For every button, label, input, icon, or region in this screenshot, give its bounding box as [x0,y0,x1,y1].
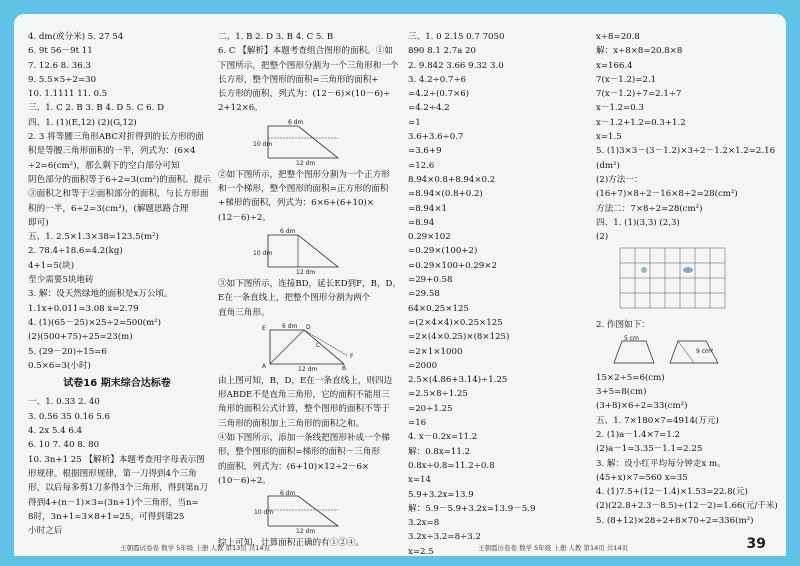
text-line: 角形的面积公式计算，整个图形的面积不等于 [218,404,390,415]
text-line: 5. (8+12)×28÷2+8×70÷2=336(m²) [596,515,754,526]
text-line: x=14 [408,475,431,486]
coordinate-grid [596,246,776,316]
text-line: 积是等腰三角形面积的一半，列式为：(6×4 [28,146,196,157]
text-line: (2)a－1=3.35－1.1=2.25 [596,444,703,455]
text-line: 3+5=8(cm) [596,387,647,398]
text-line: =3.6+9 [408,146,442,157]
svg-text:5 cm: 5 cm [624,334,639,342]
text-line: 3. 0.56 35 0.16 5.6 [28,411,110,422]
text-line: ④如下图所示，添加一条线把图形补成一个梯 [218,433,390,444]
text-line: 2. 9.842 3.66 9.32 3.0 [408,60,504,71]
text-line: 即可) [28,217,49,228]
svg-text:12 dm: 12 dm [296,159,316,167]
text-line: =0.29×100+0.29×2 [408,260,497,271]
text-line: =29.58 [408,289,440,300]
text-line: 阴色部分的面积等于6÷2=3(cm²)的面积。提示 [28,174,211,185]
svg-text:6 dm: 6 dm [288,118,304,126]
text-line: ②如下图所示，把整个图形分割为一个正方形 [218,169,390,180]
text-line: (45+x)×7=560 x=35 [596,472,688,483]
text-line: 形，整个图形的面积=梯形的面积－三角形 [218,447,380,458]
text-line: 小时之后 [28,526,63,537]
text-line: 三、1. 0 2.15 0.7 7050 [408,32,505,42]
text-line: ③面积之和等于②面积部分的面积，与长方形面 [28,189,209,200]
page-number: 39 [746,536,766,552]
text-line: 4. x－0.2x=11.2 [408,432,478,443]
text-line: 4. (1)(65－25)×25÷2=500(m²) [28,317,161,328]
text-line: 解：0.8x=11.2 [408,446,471,457]
right-border [786,0,800,566]
text-line: 4. 2x 5.4 6.4 [28,426,83,437]
text-line: (2)(500+75)÷25=23(m) [28,332,133,343]
text-line: 0.29×102 [408,232,451,243]
text-line: 7. 12.6 8. 36.3 [28,60,91,71]
text-line: E在一条直线上，把整个图形分割为两个 [218,293,371,304]
text-line: 4. dm(或分米) 5. 27 54 [28,32,124,42]
text-line: 四、1. (1)(3,3) (2,3) [596,217,680,228]
svg-text:10 dm: 10 dm [254,509,274,517]
text-line: 7(x－1.2)÷7=2.1÷7 [596,89,682,100]
text-line: 五、1. 7×180×7=4914(万元) [596,415,719,426]
column-2 [218,30,402,551]
svg-text:D: D [306,323,311,331]
text-line: 5. (1)3×3－(3－1.2)×3÷2－1.2×1.2=2.16 [596,146,776,157]
text-line: =2×1×1000 [408,346,463,357]
text-line: 形ABDE不是直角三角形，它的面积不能用三 [218,390,390,401]
svg-text:C: C [316,341,321,349]
text-line: 6. 9t 56－9t 11 [28,46,93,57]
text-line: 2. (1)a－1.4×7=1.2 [596,429,681,440]
text-line: =8.94×1 [408,203,448,214]
text-line: 直角三角形。 [218,307,270,318]
text-line: x=166.4 [596,60,633,71]
text-line: 3.6+3.6÷0.7 [408,132,464,143]
figure-2 [218,227,396,275]
text-line: x=2.5 [408,546,434,557]
text-line: =8.94×(0.8+0.2) [408,189,483,200]
svg-text:12 dm: 12 dm [296,528,316,536]
text-line: (2)(22.8+2.3－8.5)÷(12－2)=1.66(元/千米) [596,501,778,512]
text-line: 四、1. (1)(E,12) (2)(G,12) [28,117,137,128]
text-line: =2×(4×0.25)×(8×125) [408,332,510,343]
text-line: 三、1. C 2. B 3. B 4. D 5. C 6. D [28,103,164,114]
text-line: 0.8x÷0.8=11.2÷0.8 [408,460,495,471]
text-line: x÷8=20.8 [596,32,640,42]
text-line: 4. (1)7.5+(12－1.4)×1.53=22.8(元) [596,487,748,498]
text-line: 解：x÷8×8=20.8×8 [596,46,683,57]
text-line: =2000 [408,360,438,371]
text-line: 2. 78.4÷18.6=4.2(kg) [28,246,123,257]
text-line: 4+1=5(块) [28,260,75,271]
svg-text:B: B [342,364,347,372]
bottom-border [0,556,800,566]
text-line: 3. 解：设小红平均每分钟走x m。 [596,458,726,469]
text-line: 9. 5.5×5÷2=30 [28,74,97,85]
text-line: 890 8.1 2.7a 20 [408,46,476,57]
text-line: 7(x－1.2)=2.1 [596,74,657,85]
figure-3 [218,322,396,372]
svg-text:9 cm²: 9 cm² [696,347,714,355]
text-line: (10－6)÷2。 [218,475,271,486]
footer-left: 王朝霞试卷卷 数学 5年级 上册 人教 第13页 共14页 [120,544,271,552]
text-line: =20÷1.25 [408,403,453,414]
column-3 [408,30,578,559]
text-line: =8.94 [408,217,435,228]
text-line: 三角形的面积加上三角形的面积之和。 [218,418,365,429]
text-line: 6. 10 7. 40 8. 80 [28,440,100,451]
text-line: +梯形的面积，列式为：6×6+(6+10)× [218,198,374,209]
text-line: 5. (29－20)÷15=6 [28,346,107,357]
text-line: (12－6)÷2。 [218,212,271,223]
text-line: =29+0.58 [408,275,453,286]
grid-label: (2) [596,232,609,243]
svg-text:6 dm: 6 dm [282,322,298,330]
text-line: x－1.2=0.3 [596,103,644,114]
text-line: 和一个梯形，整个图形的面积=正方形的面积 [218,184,389,195]
left-border [0,0,14,566]
svg-text:10 dm: 10 dm [253,249,273,257]
text-line: =(2×4×4)×0.25×125 [408,317,503,328]
text-line: 1.1x+0.011=3.08 x=2.79 [28,303,139,314]
column-1 [28,30,211,538]
top-border [0,0,800,26]
text-line: ③如下图所示，连接BD，延长ED到F，B，D， [218,278,402,289]
text-line: =1 [408,117,421,128]
text-line: 10. 1.1111 11. 0.5 [28,89,108,100]
text-line: 二、1. B 2. D 3. B 4. C 5. B [218,32,334,42]
text-line: x=1.5 [596,132,622,143]
text-line: 的面积，列式为：(6+10)×12÷2－6× [218,461,370,472]
text-line: 解：5.9－5.9+3.2x=13.9－5.9 [408,503,536,514]
text-line: 下图所示，把整个图形分割为一个三角形和一个 [218,60,399,71]
section-title: 试卷16 期末综合达标卷 [63,378,171,390]
text-line: 3. 4.2÷0.7÷6 [408,74,467,85]
text-line: x－1.2+1.2=0.3+1.2 [596,117,686,128]
svg-text:6 dm: 6 dm [280,227,296,235]
text-line: 64×0.25×125 [408,303,469,314]
text-line: ÷2=6(cm²)，那么剩下的空白部分可知 [28,160,180,171]
text-line: 由上图可知，B，D，E在一条直线上，则四边 [218,375,393,386]
trapezoid-figure [596,335,776,369]
text-line: 一、1. 0.33 2. 40 [28,397,100,408]
text-line: 10. 3n+1 25 【解析】本题考查用字母表示图 [28,454,205,465]
text-line: 长方形，整个图形的面积=三角形的面积+ [218,74,379,85]
text-line: 2. 作图如下： [596,320,650,331]
text-line: 积的一半，6÷2=3(cm²)，(解题思路合理 [28,203,189,214]
svg-text:F: F [350,352,354,360]
text-line: 得到4+(n－1)×3=(3n+1)个三角形，当n= [28,497,199,508]
text-line: 3. 解：设天然绿地的面积是x万公顷。 [28,289,173,300]
text-line: 形规律。根据图形规律，第一刀得到4个三角 [28,468,197,479]
svg-text:E: E [262,324,266,332]
text-line: 长方形的面积，列式为：(12－6)×(10－6)÷ [218,89,391,100]
figure-1 [218,118,396,166]
text-line: (3+8)×6÷2=33(cm²) [596,401,688,412]
text-line: =0.29×(100+2) [408,246,478,257]
text-line: =2.5×8÷1.25 [408,389,468,400]
text-line: =4.2÷4.2 [408,103,450,114]
text-line: (dm²) [596,160,620,171]
svg-text:A: A [262,362,267,370]
figure-4 [218,490,396,534]
svg-text:10 dm: 10 dm [253,140,273,148]
text-line: 3.2x=8 [408,518,440,529]
text-line: 至少需要5块地砖 [28,275,94,286]
text-line: 8时，3n+1=3×8+1=25，可得到第25 [28,511,185,522]
text-line: (16+7)×8÷2－16×8÷2=28(cm²) [596,189,738,200]
text-line: 2+12×6。 [218,103,263,114]
text-line: 2.5×(4.86+3.14)÷1.25 [408,375,508,386]
svg-text:12 dm: 12 dm [296,268,316,276]
column-4 [596,30,776,528]
text-line: =16 [408,418,427,429]
text-line: 方法二：7×8÷2=28(cm²) [596,203,703,214]
text-line: 8.94×0.8+8.94×0.2 [408,174,496,185]
text-line: 3.2x÷3.2=8÷3.2 [408,532,481,543]
text-line: =12.6 [408,160,435,171]
text-line: 0.5×6=3(小时) [28,360,91,371]
footer-right: 王朝霞历卷卷 数学 5年级 上册 人教 第14页 共14页 [478,544,629,552]
text-line: 形，以后每多剪1刀多得3个三角形，得到第n刀 [28,483,208,494]
text-line: 15×2÷5=6(cm) [596,372,665,383]
text-line: (2)方法一： [596,174,643,185]
text-line: 5.9+3.2x=13.9 [408,489,474,500]
svg-text:12 dm: 12 dm [298,365,318,373]
text-line: 五、1. 2.5×1.3×38=123.5(m²) [28,232,159,243]
text-line: 综上可知，计算面积正确的有①②④。 [218,538,365,549]
text-line: 2. 3 将等腰三角形ABC对折得到的长方形的面 [28,132,204,143]
svg-text:6 dm: 6 dm [280,490,296,498]
text-line: 6. C 【解析】本题考查组合图形的面积。①如 [218,46,393,57]
text-line: =4.2÷(0.7×6) [408,89,470,100]
